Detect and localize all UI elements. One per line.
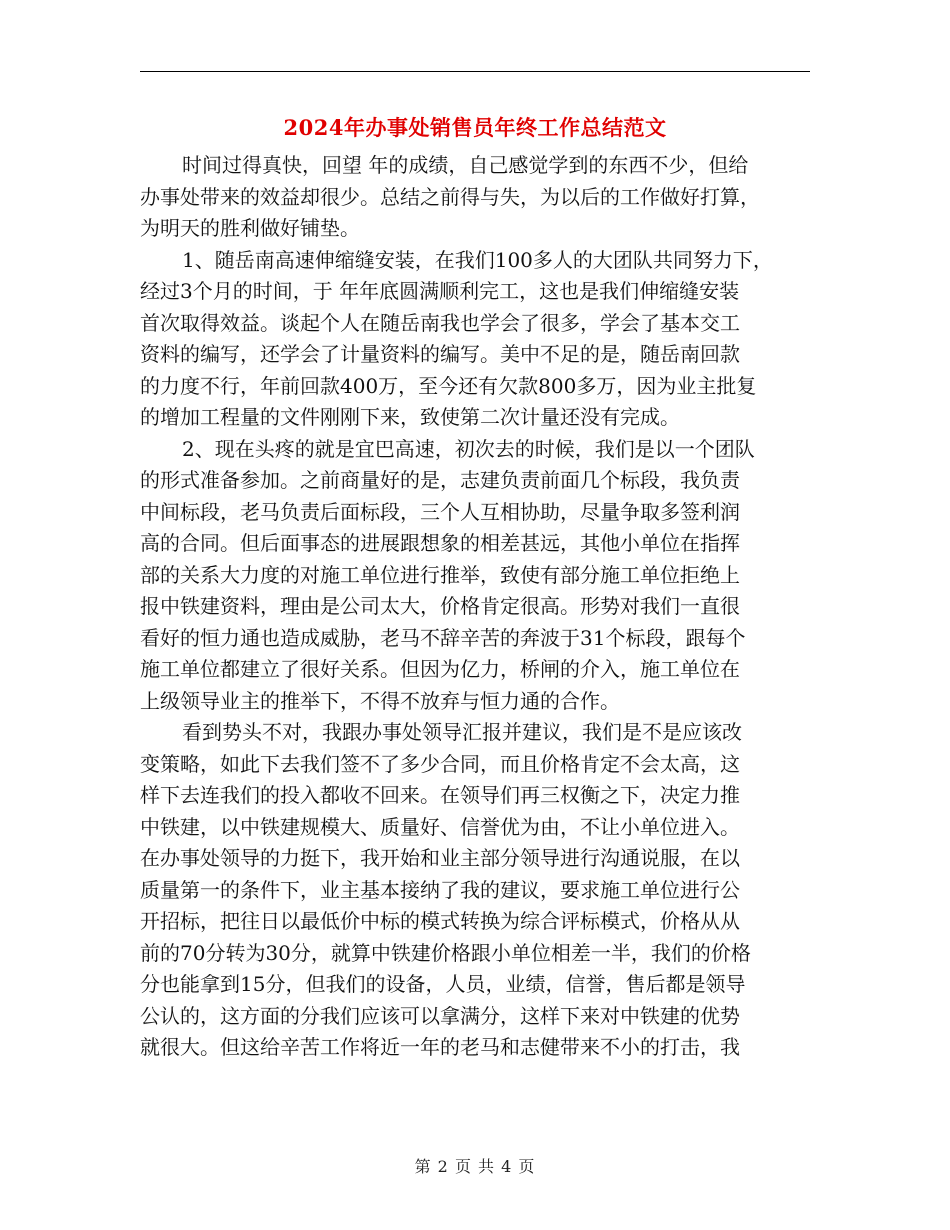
- text-line: 办事处带来的效益却很少。总结之前得与失，为以后的工作做好打算，: [140, 184, 760, 209]
- header-rule: [140, 71, 810, 72]
- text-line: 为明天的胜利做好铺垫。: [140, 216, 360, 240]
- text-line: 公认的，这方面的分我们应该可以拿满分，这样下来对中铁建的优势: [140, 1003, 740, 1028]
- text-line: 资料的编写，还学会了计量资料的编写。美中不足的是，随岳南回款: [140, 342, 740, 366]
- document-body: [140, 150, 812, 1064]
- paragraph-item-2: [140, 434, 812, 718]
- text-line: 中铁建，以中铁建规模大、质量好、信誉优为由，不让小单位进入。: [140, 814, 740, 839]
- text-line: 首次取得效益。谈起个人在随岳南我也学会了很多，学会了基本交工: [140, 310, 740, 335]
- paragraph-intro: [140, 150, 812, 245]
- text-line: 经过3个月的时间，于 年年底圆满顺利完工，这也是我们伸缩缝安装: [140, 279, 740, 303]
- text-line: 高的合同。但后面事态的进展跟想象的相差甚远，其他小单位在指挥: [140, 531, 740, 555]
- text-line: 分也能拿到15分，但我们的设备，人员，业绩，信誉，售后都是领导: [140, 972, 746, 996]
- text-line: 1、随岳南高速伸缩缝安装，在我们100多人的大团队共同努力下，: [182, 247, 773, 272]
- text-line: 的形式准备参加。之前商量好的是，志建负责前面几个标段，我负责: [140, 468, 740, 492]
- text-line: 的力度不行，年前回款400万，至今还有欠款800多万，因为业主批复: [140, 373, 757, 398]
- text-line: 看到势头不对，我跟办事处领导汇报并建议，我们是不是应该改: [182, 720, 742, 744]
- text-line: 质量第一的条件下，业主基本接纳了我的建议，要求施工单位进行公: [140, 877, 740, 902]
- text-line: 在办事处领导的力挺下，我开始和业主部分领导进行沟通说服，在以: [140, 846, 740, 870]
- text-line: 样下去连我们的投入都收不回来。在领导们再三权衡之下，决定力推: [140, 783, 740, 807]
- text-line: 上级领导业主的推举下，不得不放弃与恒力通的合作。: [140, 688, 620, 713]
- text-line: 变策略，如此下去我们签不了多少合同，而且价格肯定不会太高，这: [140, 751, 740, 776]
- text-line: 报中铁建资料，理由是公司太大，价格肯定很高。形势对我们一直很: [140, 594, 740, 618]
- text-line: 施工单位都建立了很好关系。但因为亿力，桥闸的介入，施工单位在: [140, 657, 740, 681]
- paragraph-strategy: [140, 717, 812, 1064]
- document-title: 2024年办事处销售员年终工作总结范文: [283, 115, 667, 140]
- text-line: 部的关系大力度的对施工单位进行推举，致使有部分施工单位拒绝上: [140, 562, 740, 587]
- text-line: 看好的恒力通也造成威胁，老马不辞辛苦的奔波于31个标段，跟每个: [140, 625, 746, 650]
- text-line: 开招标，把往日以最低价中标的模式转换为综合评标模式，价格从从: [140, 909, 740, 933]
- text-line: 前的70分转为30分，就算中铁建价格跟小单位相差一半，我们的价格: [140, 940, 751, 965]
- text-line: 时间过得真快，回望 年的成绩，自己感觉学到的东西不少，但给: [182, 153, 749, 177]
- text-line: 2、现在头疼的就是宜巴高速，初次去的时候，我们是以一个团队: [182, 436, 755, 461]
- text-line: 中间标段，老马负责后面标段，三个人互相协助，尽量争取多签利润: [140, 499, 740, 524]
- text-line: 的增加工程量的文件刚刚下来，致使第二次计量还没有完成。: [140, 405, 680, 429]
- paragraph-item-1: [140, 245, 812, 434]
- page-number: 第 2 页 共 4 页: [414, 1157, 536, 1176]
- text-line: 就很大。但这给辛苦工作将近一年的老马和志健带来不小的打击，我: [140, 1035, 740, 1059]
